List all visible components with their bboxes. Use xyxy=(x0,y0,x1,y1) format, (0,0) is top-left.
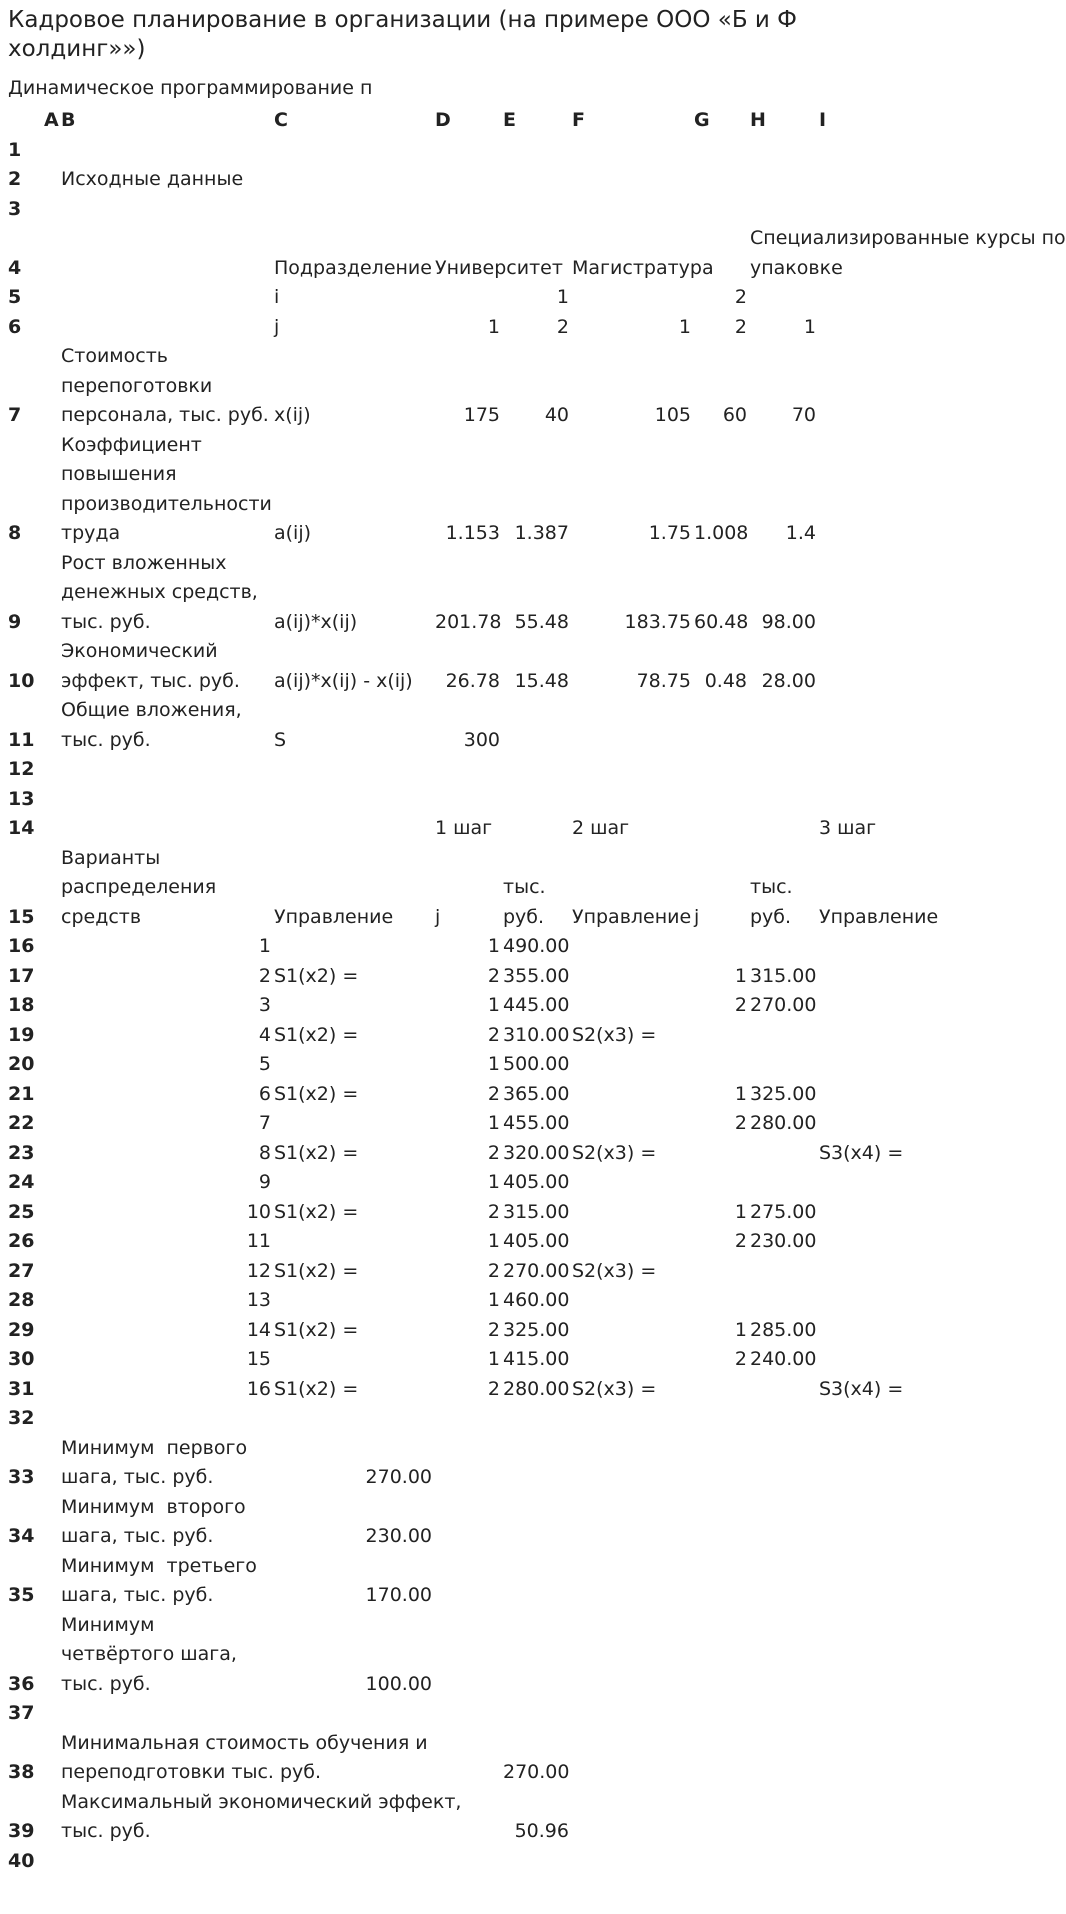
row-number: 15 xyxy=(8,905,35,928)
row-number: 36 xyxy=(8,1672,35,1695)
cell: 2 xyxy=(734,994,747,1016)
cell: 100.00 xyxy=(365,1672,432,1695)
row-number: 7 xyxy=(8,404,22,426)
cell: S1(x2) = xyxy=(274,1082,359,1105)
cell: Коэффициент повышения производительности труда xyxy=(61,433,272,544)
cell: 11 xyxy=(246,1230,271,1252)
cell: 2 xyxy=(487,964,500,987)
cell: Минимум первого шага, тыс. руб. xyxy=(61,1436,248,1488)
row-number: 38 xyxy=(8,1761,35,1783)
cell: 270.00 xyxy=(503,1259,570,1282)
cell: 405.00 xyxy=(503,1171,570,1193)
cell: 2 xyxy=(734,286,747,308)
cell: 300 xyxy=(463,728,500,751)
cell: 1.008 xyxy=(694,522,749,544)
cell: 315.00 xyxy=(503,1200,570,1223)
row-number: 30 xyxy=(8,1348,35,1370)
row-number: 13 xyxy=(8,787,35,810)
row-number: 20 xyxy=(8,1053,35,1075)
cell: j xyxy=(274,315,280,338)
cell: S2(x3) = xyxy=(572,1377,657,1400)
cell: 183.75 xyxy=(624,610,691,633)
row-number: 23 xyxy=(8,1141,35,1164)
cell: 26.78 xyxy=(445,669,500,692)
row-number: 25 xyxy=(8,1200,35,1223)
cell: 230.00 xyxy=(365,1525,432,1547)
cell: S xyxy=(274,728,287,751)
cell: 270.00 xyxy=(365,1466,432,1488)
cell: j xyxy=(694,905,700,928)
cell: a(ij)*x(ij) - x(ij) xyxy=(274,669,413,692)
cell: 98.00 xyxy=(761,610,816,633)
cell: 1 xyxy=(487,315,500,338)
cell: S3(x4) = xyxy=(819,1377,904,1400)
cell: j xyxy=(435,905,441,928)
row-number: 10 xyxy=(8,669,35,692)
row-number: 32 xyxy=(8,1407,35,1429)
row-number: 14 xyxy=(8,817,35,839)
cell: Исходные данные xyxy=(61,168,244,190)
row-number: 6 xyxy=(8,315,22,338)
cell: 1 xyxy=(487,994,500,1016)
cell: 1 xyxy=(734,1200,747,1223)
cell: x(ij) xyxy=(274,404,311,426)
cell: Минимум четвёртого шага, тыс. руб. xyxy=(61,1613,237,1695)
row-number: 19 xyxy=(8,1023,35,1046)
cell: Стоимость перепоготовки персонала, тыс. руб. xyxy=(61,345,269,426)
cell: Магистратура xyxy=(572,256,714,279)
cell: S2(x3) = xyxy=(572,1141,657,1164)
cell: 14 xyxy=(246,1318,271,1341)
cell: 105 xyxy=(654,404,691,426)
row-number: 26 xyxy=(8,1230,35,1252)
row-number: 31 xyxy=(8,1377,35,1400)
cell: 280.00 xyxy=(750,1112,817,1134)
cell: 415.00 xyxy=(503,1348,570,1370)
cell: 1.75 xyxy=(648,522,691,544)
cell: Подразделение xyxy=(274,256,432,279)
cell: i xyxy=(274,286,280,308)
cell: 1 xyxy=(734,1082,747,1105)
cell: 55.48 xyxy=(514,610,569,633)
cell: 1 xyxy=(487,1053,500,1075)
cell: 40 xyxy=(544,404,569,426)
row-number: 11 xyxy=(8,728,35,751)
cell: 310.00 xyxy=(503,1023,570,1046)
row-number: 24 xyxy=(8,1171,35,1193)
cell: Варианты распределения средств xyxy=(61,846,217,928)
cell: a(ij)*x(ij) xyxy=(274,610,358,633)
cell: 1 xyxy=(487,1171,500,1193)
column-header-e: E xyxy=(503,109,516,131)
column-header-h: H xyxy=(750,109,766,131)
cell: 460.00 xyxy=(503,1289,570,1311)
cell: 2 шаг xyxy=(572,817,630,839)
row-number: 28 xyxy=(8,1289,35,1311)
row-number: 2 xyxy=(8,168,22,190)
cell: 60.48 xyxy=(694,610,749,633)
cell: S1(x2) = xyxy=(274,1023,359,1046)
cell: 2 xyxy=(487,1200,500,1223)
cell: 2 xyxy=(487,1259,500,1282)
cell: 1 xyxy=(258,935,271,957)
cell: 2 xyxy=(258,964,271,987)
cell: 325.00 xyxy=(750,1082,817,1105)
cell: S1(x2) = xyxy=(274,1141,359,1164)
row-number: 9 xyxy=(8,610,22,633)
cell: Максимальный экономический эффект, тыс. руб. xyxy=(61,1790,462,1842)
page-title: Кадровое планирование в организации (на примере ООО «Б и Ф холдинг»») xyxy=(8,7,797,62)
cell: 70 xyxy=(791,404,816,426)
cell: Управление xyxy=(274,905,394,928)
row-number: 16 xyxy=(8,935,35,957)
column-header-d: D xyxy=(435,109,451,131)
row-number: 27 xyxy=(8,1259,35,1282)
cell: Минимум третьего шага, тыс. руб. xyxy=(61,1554,257,1606)
cell: 490.00 xyxy=(503,935,570,957)
cell: S1(x2) = xyxy=(274,964,359,987)
cell: 50.96 xyxy=(514,1820,569,1842)
cell: Управление xyxy=(572,905,692,928)
cell: 201.78 xyxy=(435,610,502,633)
cell: 12 xyxy=(246,1259,271,1282)
cell: 1.387 xyxy=(514,522,569,544)
cell: 1.4 xyxy=(785,522,816,544)
cell: 285.00 xyxy=(750,1318,817,1341)
row-number: 34 xyxy=(8,1525,35,1547)
row-number: 3 xyxy=(8,197,22,220)
cell: 270.00 xyxy=(750,994,817,1016)
cell: 445.00 xyxy=(503,994,570,1016)
cell: 0.48 xyxy=(704,669,747,692)
row-number: 40 xyxy=(8,1849,35,1872)
cell: 2 xyxy=(734,1230,747,1252)
row-number: 22 xyxy=(8,1112,35,1134)
cell: 15.48 xyxy=(514,669,569,692)
cell: S3(x4) = xyxy=(819,1141,904,1164)
cell: 4 xyxy=(258,1023,271,1046)
cell: 1 xyxy=(487,1230,500,1252)
cell: 2 xyxy=(734,315,747,338)
cell: S1(x2) = xyxy=(274,1200,359,1223)
cell: 28.00 xyxy=(761,669,816,692)
cell: 15 xyxy=(246,1348,271,1370)
cell: 5 xyxy=(258,1053,271,1075)
cell: 78.75 xyxy=(636,669,691,692)
cell: 2 xyxy=(487,1082,500,1105)
cell: 1 xyxy=(734,1318,747,1341)
row-number: 5 xyxy=(8,286,22,308)
cell: Общие вложения, тыс. руб. xyxy=(61,699,242,751)
column-header-g: G xyxy=(694,109,710,131)
cell: 13 xyxy=(246,1289,271,1311)
cell: 3 xyxy=(258,994,271,1016)
cell: Минимум второго шага, тыс. руб. xyxy=(61,1495,246,1547)
cell: 325.00 xyxy=(503,1318,570,1341)
cell: 6 xyxy=(258,1082,271,1105)
cell: 1 xyxy=(803,315,816,338)
cell: 320.00 xyxy=(503,1141,570,1164)
cell: 405.00 xyxy=(503,1230,570,1252)
cell: Университет xyxy=(435,256,563,279)
cell: 16 xyxy=(246,1377,271,1400)
cell: 2 xyxy=(487,1318,500,1341)
cell: 8 xyxy=(258,1141,271,1164)
row-number: 1 xyxy=(8,138,22,161)
cell: 280.00 xyxy=(503,1377,570,1400)
cell: 455.00 xyxy=(503,1112,570,1134)
cell: 170.00 xyxy=(365,1584,432,1606)
cell: 60 xyxy=(722,404,747,426)
cell: Рост вложенных денежных средств, тыс. руб. xyxy=(61,551,258,633)
cell: 365.00 xyxy=(503,1082,570,1105)
cell: 1 xyxy=(678,315,691,338)
row-number: 21 xyxy=(8,1082,35,1105)
cell: Минимальная стоимость обучения и переподготовки тыс. руб. xyxy=(61,1731,428,1783)
cell: 1 xyxy=(487,935,500,957)
column-header-c: C xyxy=(274,109,288,131)
cell: тыс. руб. xyxy=(503,876,546,928)
cell: Экономический эффект, тыс. руб. xyxy=(61,640,240,692)
row-number: 12 xyxy=(8,758,35,780)
cell: 2 xyxy=(734,1112,747,1134)
cell: 175 xyxy=(463,404,500,426)
cell: 2 xyxy=(734,1348,747,1370)
cell: 2 xyxy=(487,1377,500,1400)
cell: 355.00 xyxy=(503,964,570,987)
cell: a(ij) xyxy=(274,522,312,544)
row-number: 33 xyxy=(8,1466,35,1488)
row-number: 35 xyxy=(8,1584,35,1606)
cell: 1 шаг xyxy=(435,817,493,839)
cell: 275.00 xyxy=(750,1200,817,1223)
cell: 1 xyxy=(487,1348,500,1370)
cell: Специализированные курсы по упаковке xyxy=(750,227,1066,279)
cell: 2 xyxy=(487,1023,500,1046)
column-header-b: B xyxy=(61,109,76,131)
cell: 240.00 xyxy=(750,1348,817,1370)
cell: 500.00 xyxy=(503,1053,570,1075)
row-number: 8 xyxy=(8,522,22,544)
row-number: 39 xyxy=(8,1820,35,1842)
row-number: 18 xyxy=(8,994,35,1016)
cell: 1 xyxy=(734,964,747,987)
cell: 10 xyxy=(246,1200,271,1223)
cell: 1 xyxy=(487,1112,500,1134)
cell: 3 шаг xyxy=(819,817,877,839)
cell: 7 xyxy=(258,1112,271,1134)
cell: S1(x2) = xyxy=(274,1377,359,1400)
cell: 9 xyxy=(258,1171,271,1193)
page-subtitle: Динамическое программирование п xyxy=(8,77,373,99)
cell: 2 xyxy=(487,1141,500,1164)
cell: 1 xyxy=(487,1289,500,1311)
cell: S1(x2) = xyxy=(274,1318,359,1341)
row-number: 29 xyxy=(8,1318,35,1341)
cell: S2(x3) = xyxy=(572,1259,657,1282)
cell: 1.153 xyxy=(445,522,500,544)
column-header-a: A xyxy=(44,109,59,131)
cell: Управление xyxy=(819,905,939,928)
cell: тыс. руб. xyxy=(750,876,793,928)
cell: S1(x2) = xyxy=(274,1259,359,1282)
cell: 315.00 xyxy=(750,964,817,987)
column-header-f: F xyxy=(572,109,585,131)
row-number: 37 xyxy=(8,1702,35,1724)
cell: 2 xyxy=(556,315,569,338)
row-number: 17 xyxy=(8,964,35,987)
cell: 270.00 xyxy=(503,1761,570,1783)
column-header-i: I xyxy=(819,109,827,131)
row-number: 4 xyxy=(8,256,22,279)
cell: 230.00 xyxy=(750,1230,817,1252)
cell: S2(x3) = xyxy=(572,1023,657,1046)
cell: 1 xyxy=(556,286,569,308)
